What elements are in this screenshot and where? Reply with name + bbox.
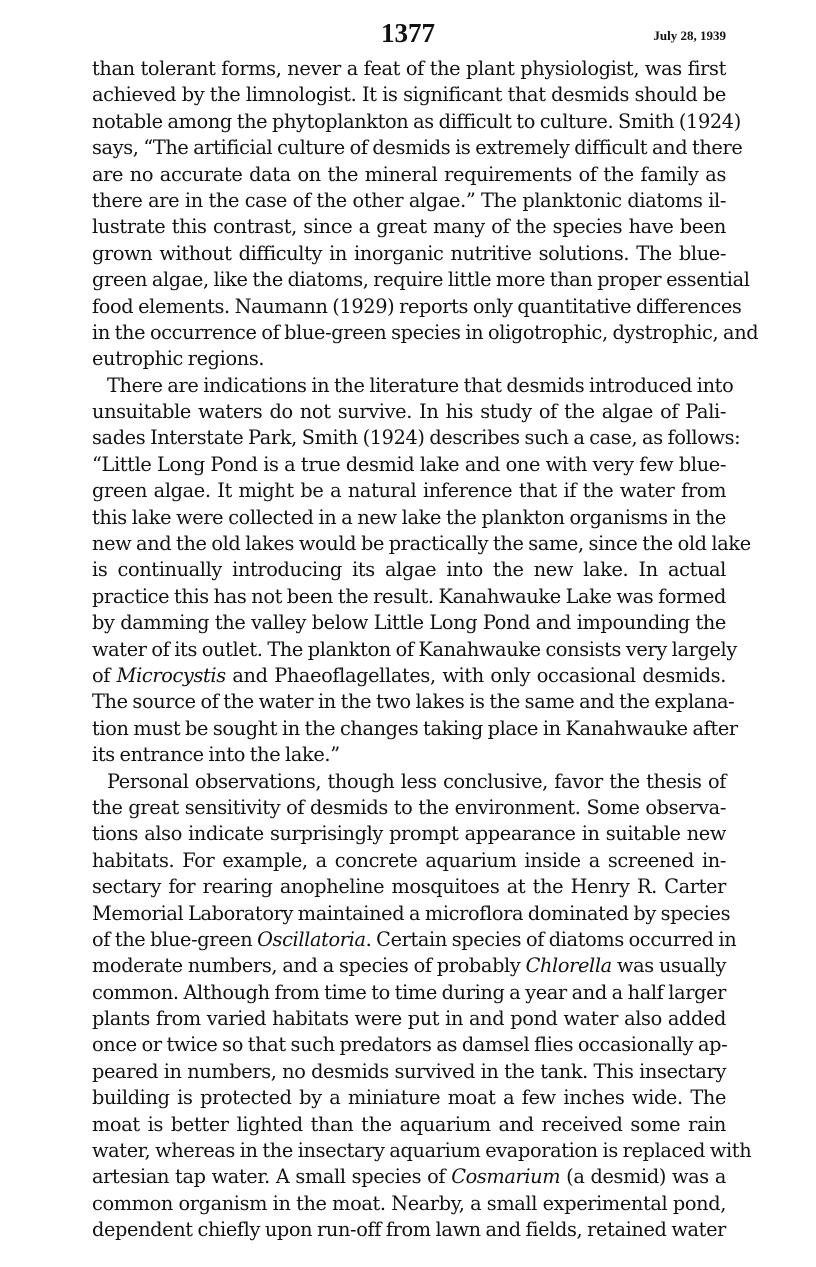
text-segment: achieved by the limnologist. It is significant that desmids should be <box>92 83 726 107</box>
text-segment: by damming the valley below Little Long Pond and impounding the <box>92 611 726 635</box>
text-line <box>92 1112 726 1138</box>
text-segment: practice this has not been the result. Kanahwauke Lake was formed <box>92 584 726 608</box>
text-line <box>92 980 726 1006</box>
text-segment: common organism in the moat. Nearby, a small experimental pond, <box>92 1191 726 1215</box>
text-line <box>92 531 751 557</box>
text-segment: food elements. Naumann (1929) reports only quantitative differences <box>92 294 742 318</box>
text-line <box>92 214 726 240</box>
text-segment: The source of the water in the two lakes is the same and the explana- <box>92 690 735 714</box>
text-line <box>92 346 726 372</box>
text-line <box>92 188 726 214</box>
text-segment: notable among the phytoplankton as difficult to culture. Smith (1924) <box>92 109 741 133</box>
text-line <box>92 1085 726 1111</box>
text-line <box>92 478 726 504</box>
text-segment: Memorial Laboratory maintained a microflora dominated by species <box>92 901 731 925</box>
text-segment: dependent chiefly upon run-off from lawn and fields, retained water <box>92 1218 726 1242</box>
text-line <box>92 1138 752 1164</box>
text-segment: (a desmid) was a <box>560 1165 726 1189</box>
italic-term: Chlorella <box>525 954 612 978</box>
italic-term: Cosmarium <box>451 1165 561 1189</box>
text-segment: Personal observations, though less conclusive, favor the thesis of <box>107 769 726 793</box>
text-segment: moderate numbers, and a species of probably <box>92 954 526 978</box>
text-segment: of the blue-green <box>92 927 258 951</box>
text-line <box>92 373 734 399</box>
text-segment: peared in numbers, no desmids survived in the tank. This insectary <box>92 1059 726 1083</box>
text-line <box>92 109 741 135</box>
text-segment: in the occurrence of blue-green species in oligotrophic, dystrophic, and <box>92 320 759 344</box>
text-segment: new and the old lakes would be practically the same, since the old lake <box>92 532 751 556</box>
text-segment: eutrophic regions. <box>92 347 265 371</box>
text-line <box>92 795 726 821</box>
text-segment: and Phaeoflagellates, with only occasional desmids. <box>225 663 726 687</box>
italic-term: Oscillatoria <box>257 927 366 951</box>
text-line <box>92 425 741 451</box>
text-line <box>92 663 726 689</box>
text-segment: once or twice so that such predators as damsel flies occasionally ap- <box>92 1033 728 1057</box>
text-line <box>92 557 726 583</box>
text-line <box>92 1164 726 1190</box>
text-line <box>92 505 726 531</box>
text-segment: this lake were collected in a new lake the plankton organisms in the <box>92 505 726 529</box>
text-line <box>92 584 726 610</box>
text-segment: tions also indicate surprisingly prompt appearance in suitable new <box>92 822 726 846</box>
text-segment: unsuitable waters do not survive. In his study of the algae of Pali- <box>92 400 726 424</box>
text-line <box>92 901 731 927</box>
text-line <box>92 162 726 188</box>
text-line <box>92 399 726 425</box>
text-line <box>92 56 726 82</box>
text-line <box>92 610 726 636</box>
text-segment: common. Although from time to time during a year and a half larger <box>92 980 726 1004</box>
text-segment: are no accurate data on the mineral requirements of the family as <box>92 162 726 186</box>
text-line <box>92 769 726 795</box>
text-segment: is continually introducing its algae into the new lake. In actual <box>92 558 726 582</box>
text-line <box>92 927 737 953</box>
text-line <box>92 716 738 742</box>
text-line <box>92 953 726 979</box>
text-line <box>92 1217 726 1243</box>
text-segment: There are indications in the literature that desmids introduced into <box>107 373 734 397</box>
text-line <box>92 294 742 320</box>
text-line <box>92 821 726 847</box>
text-segment: green algae, like the diatoms, require little more than proper essential <box>92 268 750 292</box>
text-segment: plants from varied habitats were put in and pond water also added <box>92 1007 726 1031</box>
text-segment: its entrance into the lake.” <box>92 743 340 767</box>
text-line <box>92 452 726 478</box>
text-line <box>92 267 750 293</box>
text-segment: grown without difficulty in inorganic nutritive solutions. The blue- <box>92 241 726 265</box>
text-line <box>92 1006 726 1032</box>
text-segment: water of its outlet. The plankton of Kanahwauke consists very largely <box>92 637 737 661</box>
text-segment: water, whereas in the insectary aquarium evaporation is replaced with <box>92 1139 752 1163</box>
text-line <box>92 1032 726 1058</box>
text-segment: “Little Long Pond is a true desmid lake and one with very few blue- <box>92 452 726 476</box>
text-line <box>92 1191 726 1217</box>
text-segment: tion must be sought in the changes taking place in Kanahwauke after <box>92 716 738 740</box>
text-line <box>92 848 726 874</box>
text-line <box>92 689 735 715</box>
text-line <box>92 82 726 108</box>
body-text <box>92 56 759 1244</box>
text-segment: the great sensitivity of desmids to the environment. Some observa- <box>92 795 726 819</box>
text-line <box>92 1059 726 1085</box>
text-segment: . Certain species of diatoms occurred in <box>365 927 737 951</box>
text-segment: was usually <box>611 954 726 978</box>
text-segment: sectary for rearing anopheline mosquitoes at the Henry R. Carter <box>92 875 726 899</box>
text-segment: habitats. For example, a concrete aquarium inside a screened in- <box>92 848 726 872</box>
issue-date: July 28, 1939 <box>653 28 726 43</box>
text-line <box>92 241 726 267</box>
page-number: 1377 <box>381 18 435 48</box>
italic-term: Microcystis <box>116 663 226 687</box>
text-line <box>92 637 737 663</box>
text-segment: artesian tap water. A small species of <box>92 1165 452 1189</box>
text-line <box>92 320 759 346</box>
text-segment: there are in the case of the other algae.” The planktonic diatoms il- <box>92 188 726 212</box>
text-segment: sades Interstate Park, Smith (1924) describes such a case, as follows: <box>92 426 741 450</box>
text-line <box>92 742 726 768</box>
text-segment: moat is better lighted than the aquarium and received some rain <box>92 1112 726 1136</box>
text-segment: says, “The artificial culture of desmids is extremely difficult and there <box>92 136 743 160</box>
text-segment: green algae. It might be a natural inference that if the water from <box>92 479 726 503</box>
text-line <box>92 874 726 900</box>
text-segment: than tolerant forms, never a feat of the plant physiologist, was first <box>92 57 726 80</box>
text-segment: building is protected by a miniature moat a few inches wide. The <box>92 1086 726 1110</box>
text-segment: lustrate this contrast, since a great many of the species have been <box>92 215 726 239</box>
text-line <box>92 135 743 161</box>
text-segment: of <box>92 663 117 687</box>
